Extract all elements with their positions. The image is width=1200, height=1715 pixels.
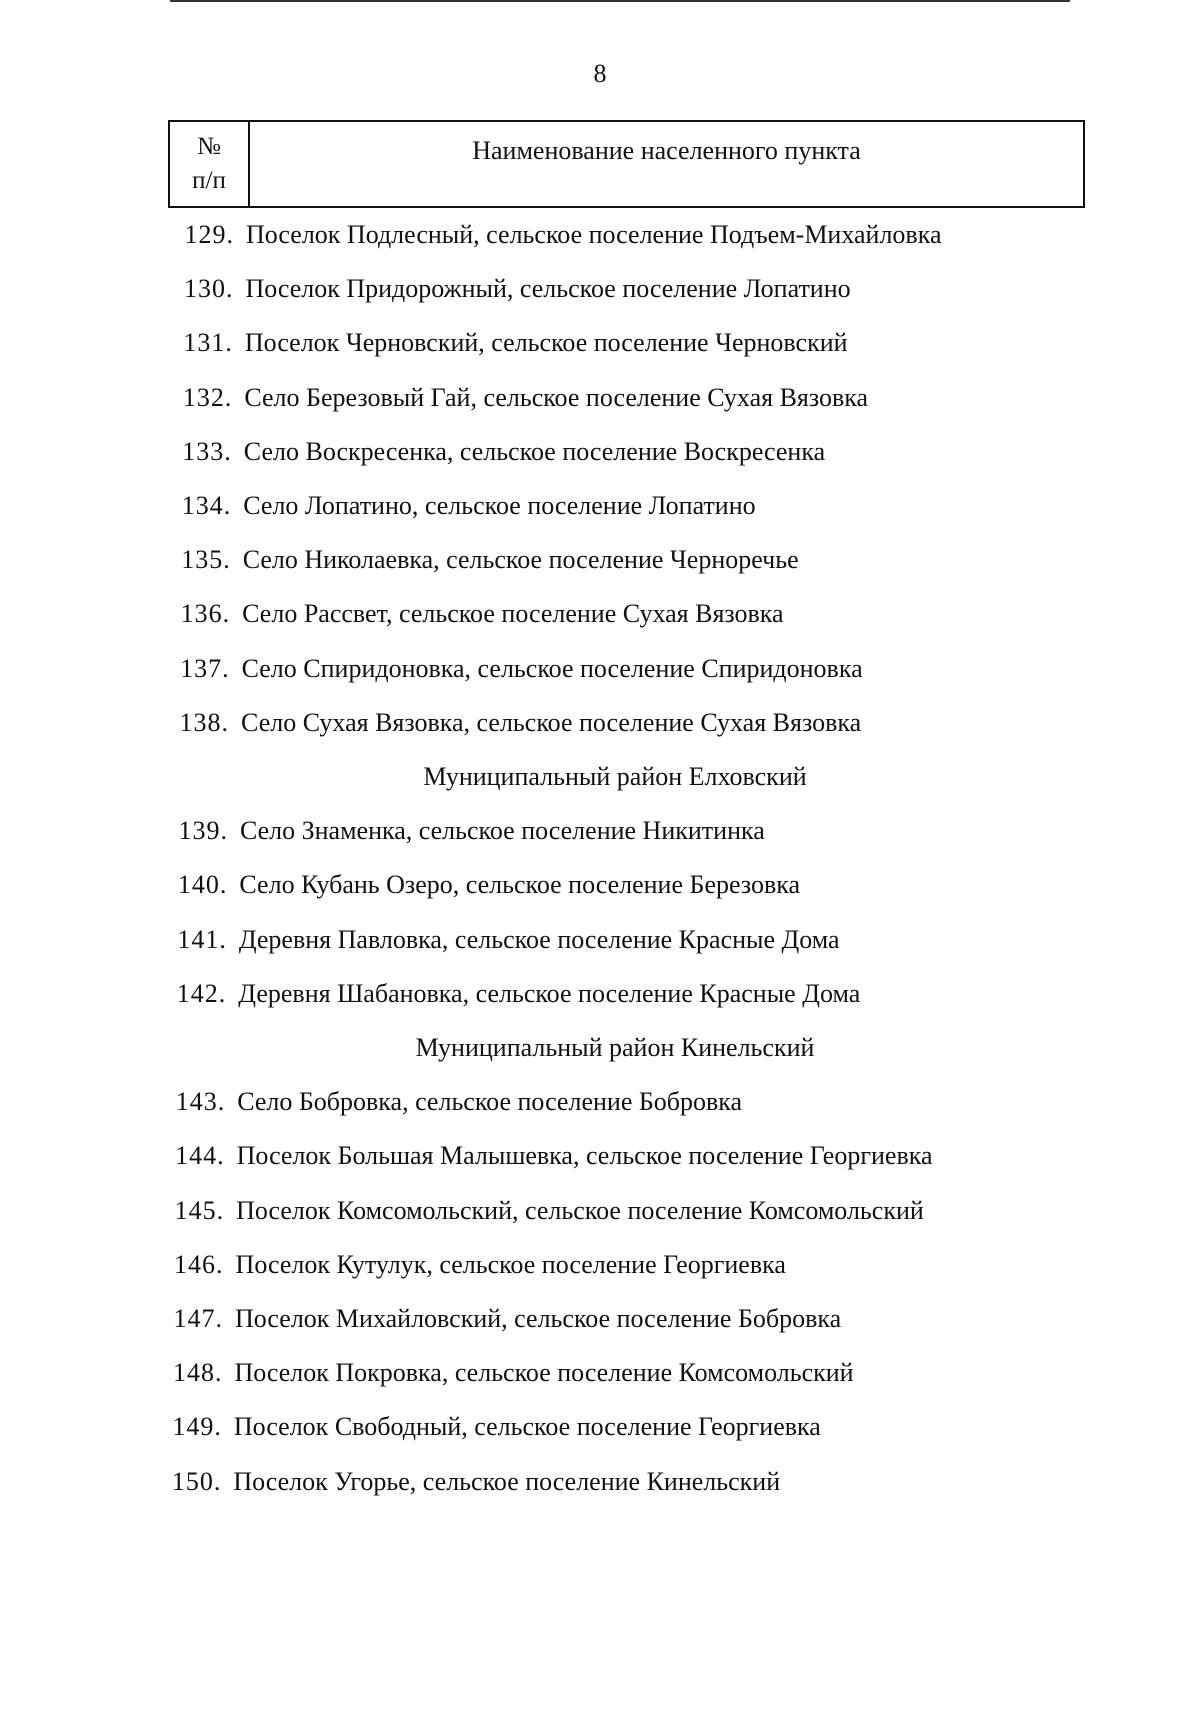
number-sign: № — [197, 133, 221, 160]
list-item — [167, 923, 840, 957]
list-item — [170, 597, 783, 631]
list-item — [164, 1194, 924, 1228]
list-item — [169, 706, 861, 740]
item-number: 134. — [181, 491, 232, 520]
item-number: 137. — [180, 653, 230, 683]
item-number: 136. — [180, 599, 231, 629]
list-item — [165, 1139, 933, 1173]
settlement-name: Поселок Большая Малышевка, сельское поселение Георгиевка — [236, 1141, 933, 1171]
list-item — [170, 652, 863, 686]
item-number: 142. — [176, 978, 227, 1008]
settlement-name: Поселок Черновский, сельское поселение Черновский — [244, 328, 848, 358]
item-number: 131. — [183, 328, 233, 358]
ordinal-abbrev: п/п — [192, 167, 226, 194]
settlement-name: Село Воскресенка, сельское поселение Воскресенка — [243, 436, 826, 466]
settlement-name: Село Николаевка, сельское поселение Черноречье — [242, 545, 799, 575]
settlement-name: Поселок Михайловский, сельское поселение Бобровка — [235, 1304, 842, 1333]
settlement-name: Село Бобровка, сельское поселение Бобровка — [237, 1087, 743, 1117]
list-item — [173, 326, 848, 360]
settlement-name: Село Знаменка, сельское поселение Никитинка — [239, 816, 765, 846]
top-rule — [170, 0, 1070, 2]
list-item — [163, 1302, 841, 1336]
list-item — [172, 435, 825, 469]
item-number: 139. — [178, 816, 228, 846]
section-heading-kinelsky: Муниципальный район Кинельский — [415, 1033, 815, 1062]
section-heading-elkhovsky: Муниципальный район Елховский — [423, 762, 807, 791]
item-number: 149. — [172, 1412, 222, 1442]
list-item — [161, 1465, 780, 1499]
list-item — [168, 814, 765, 848]
item-number: 148. — [172, 1358, 223, 1388]
list-item — [172, 381, 868, 415]
item-number: 143. — [175, 1087, 226, 1117]
settlement-name: Село Березовый Гай, сельское поселение Сухая Вязовка — [244, 382, 869, 412]
item-number: 146. — [174, 1249, 224, 1279]
item-number: 132. — [182, 382, 233, 412]
list-item — [171, 543, 799, 577]
settlement-name: Поселок Угорье, сельское поселение Кинельский — [233, 1466, 781, 1496]
settlement-name: Поселок Придорожный, сельское поселение Лопатино — [245, 274, 851, 304]
list-item — [164, 1248, 786, 1282]
settlement-name: Поселок Свободный, сельское поселение Георгиевка — [233, 1412, 821, 1442]
number-column-header — [170, 122, 250, 206]
list-item — [166, 977, 860, 1011]
page-number: 8 — [593, 59, 607, 88]
name-column-header: Наименование населенного пункта — [472, 136, 861, 165]
item-number: 145. — [174, 1195, 225, 1225]
item-number: 140. — [177, 870, 228, 900]
item-number: 138. — [179, 707, 230, 737]
list-item — [167, 868, 800, 902]
settlement-name: Село Сухая Вязовка, сельское поселение Сухая Вязовка — [241, 707, 862, 737]
item-number: 147. — [173, 1304, 223, 1333]
settlement-name: Поселок Кутулук, сельское поселение Георгиевка — [235, 1249, 786, 1279]
settlement-name: Деревня Павловка, сельское поселение Красные Дома — [238, 924, 840, 954]
table-header — [168, 120, 1085, 208]
settlement-name: Село Рассвет, сельское поселение Сухая Вязовка — [242, 599, 784, 629]
settlement-name: Село Спиридоновка, сельское поселение Спиридоновка — [241, 653, 863, 683]
list-item — [171, 489, 755, 523]
settlement-name: Деревня Шабановка, сельское поселение Красные Дома — [238, 978, 861, 1008]
list-item — [162, 1356, 853, 1390]
settlement-name: Поселок Подлесный, сельское поселение Подъем-Михайловка — [246, 220, 942, 249]
settlement-name: Поселок Покровка, сельское поселение Комсомольский — [234, 1358, 854, 1388]
list-item — [162, 1410, 821, 1444]
settlement-name: Село Лопатино, сельское поселение Лопатино — [243, 491, 756, 520]
item-number: 133. — [182, 436, 232, 466]
item-number: 135. — [181, 545, 231, 575]
item-number: 141. — [177, 924, 227, 954]
settlement-name: Село Кубань Озеро, сельское поселение Березовка — [239, 870, 801, 900]
list-item — [174, 218, 942, 252]
item-number: 150. — [171, 1466, 222, 1496]
item-number: 130. — [183, 274, 234, 304]
list-item — [165, 1085, 742, 1119]
item-number: 144. — [175, 1141, 225, 1171]
settlement-name: Поселок Комсомольский, сельское поселение Комсомольский — [236, 1195, 924, 1225]
list-item — [173, 272, 850, 306]
item-number: 129. — [184, 220, 234, 249]
